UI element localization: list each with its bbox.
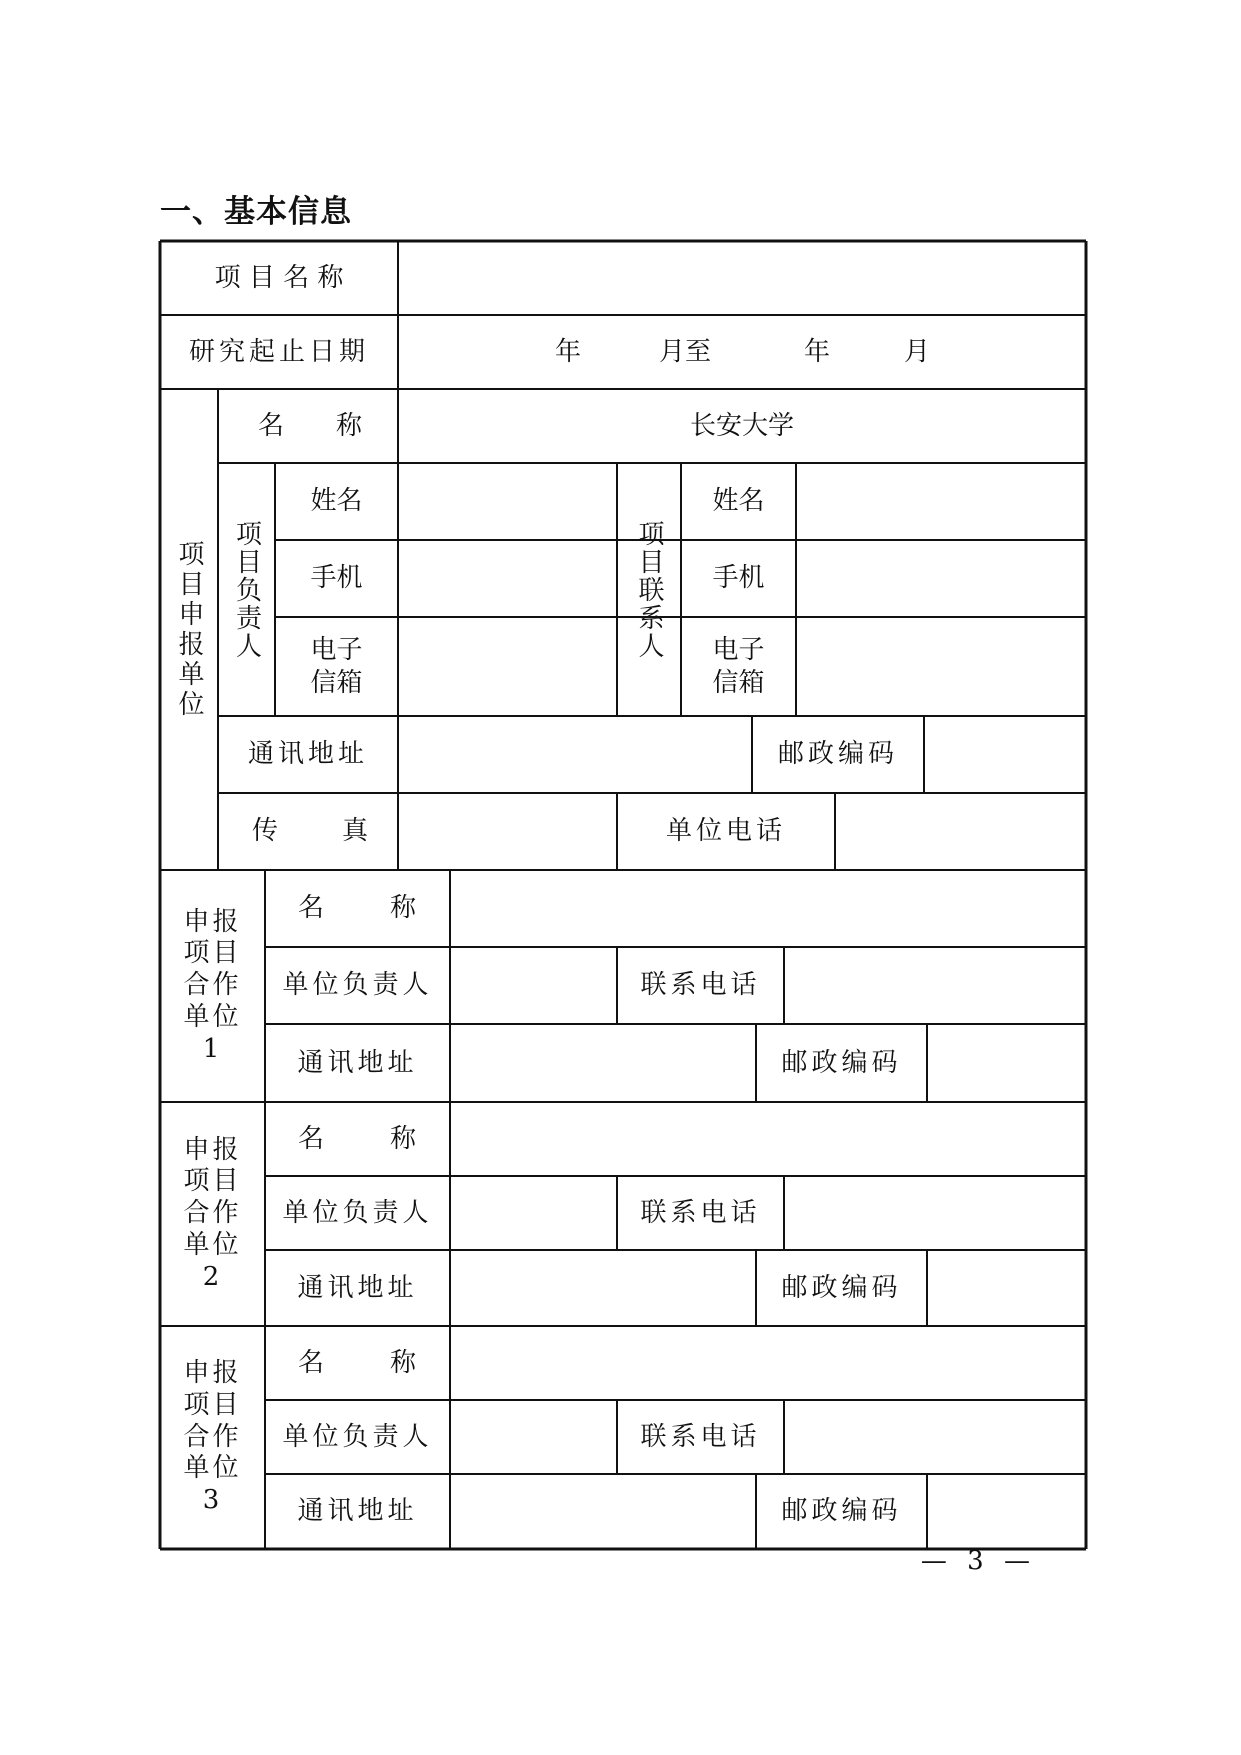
partner-3-address-field[interactable] [450,1474,756,1549]
applicant-address-label: 通讯地址 [247,739,368,770]
applicant-unit-phone-field[interactable] [835,793,1086,870]
project-leader-group-label: 项目负责人 [231,519,262,660]
leader-phone-field[interactable] [398,540,617,617]
section-heading: 一、基本信息 [160,194,352,230]
contact-email-label-cell [681,617,796,716]
start-month-to-unit: 月至 [658,336,711,367]
leader-name-label: 姓名 [310,486,363,517]
end-year-unit: 年 [803,336,830,367]
partner-1-postcode-label: 邮政编码 [781,1047,902,1078]
contact-phone-field[interactable] [796,540,1086,617]
partner-1-label: 申报项目合作单位 1 [183,906,242,1064]
partner-2-label-cell [160,1102,265,1326]
partner-3-label-cell [160,1326,265,1549]
partner-2-name-label: 名 称 [298,1123,416,1154]
applicant-address-field[interactable] [398,716,752,793]
partner-2-postcode-label: 邮政编码 [781,1272,902,1303]
applicant-unit-phone-label: 单位电话 [665,816,786,847]
leader-email-field[interactable] [398,617,617,716]
partner-3-head-label: 单位负责人 [282,1421,433,1452]
partner-1-name-label: 名 称 [298,893,416,924]
page-number: — 3 — [920,1546,1036,1576]
contact-email-field[interactable] [796,617,1086,716]
partner-1-head-label: 单位负责人 [282,970,433,1001]
contact-phone-label: 手机 [712,563,765,594]
partner-3-name-field[interactable] [450,1326,1086,1400]
applicant-fax-label: 传 真 [252,816,368,847]
partner-3-name-label: 名 称 [298,1347,416,1378]
partner-3-postcode-field[interactable] [927,1474,1086,1549]
partner-2-postcode-field[interactable] [927,1250,1086,1326]
contact-email-label: 电子信箱 [712,635,765,698]
applicant-name-value[interactable]: 长安大学 [689,410,794,441]
project-name-field[interactable] [398,241,1086,315]
project-name-label: 项 目 名 称 [214,262,344,293]
applicant-fax-field[interactable] [398,793,617,870]
partner-2-head-label: 单位负责人 [282,1197,433,1228]
end-month-unit: 月 [903,336,930,367]
partner-1-label-cell [160,870,265,1102]
partner-1-postcode-field[interactable] [927,1024,1086,1102]
partner-3-head-field[interactable] [450,1400,617,1474]
partner-1-phone-label: 联系电话 [640,970,761,1001]
leader-email-label: 电子信箱 [310,635,363,698]
partner-1-address-label: 通讯地址 [297,1047,418,1078]
applicant-name-label: 名 称 [258,410,362,441]
partner-3-phone-field[interactable] [784,1400,1086,1474]
leader-name-field[interactable] [398,463,617,540]
applicant-postcode-label: 邮政编码 [777,739,898,770]
partner-2-phone-field[interactable] [784,1176,1086,1250]
partner-3-phone-label: 联系电话 [640,1421,761,1452]
contact-name-field[interactable] [796,463,1086,540]
research-dates-label: 研究起止日期 [188,336,369,367]
research-dates-field[interactable] [398,315,1086,389]
project-contact-group-label: 项目联系人 [634,519,664,660]
contact-name-label: 姓名 [712,486,765,517]
partner-2-name-field[interactable] [450,1102,1086,1176]
partner-1-phone-field[interactable] [784,947,1086,1024]
partner-3-postcode-label: 邮政编码 [781,1496,902,1527]
partner-2-head-field[interactable] [450,1176,617,1250]
partner-2-label: 申报项目合作单位 2 [183,1134,242,1292]
partner-2-address-field[interactable] [450,1250,756,1326]
partner-2-address-label: 通讯地址 [297,1272,418,1303]
applicant-unit-group-label: 项目申报单位 [174,539,204,720]
partner-2-phone-label: 联系电话 [640,1197,761,1228]
partner-1-address-field[interactable] [450,1024,756,1102]
partner-3-address-label: 通讯地址 [297,1496,418,1527]
partner-1-head-field[interactable] [450,947,617,1024]
leader-phone-label: 手机 [310,563,363,594]
start-year-unit: 年 [554,336,581,367]
partner-3-label: 申报项目合作单位 3 [183,1358,242,1516]
partner-1-name-field[interactable] [450,870,1086,947]
applicant-postcode-field[interactable] [924,716,1086,793]
leader-email-label-cell [275,617,398,716]
